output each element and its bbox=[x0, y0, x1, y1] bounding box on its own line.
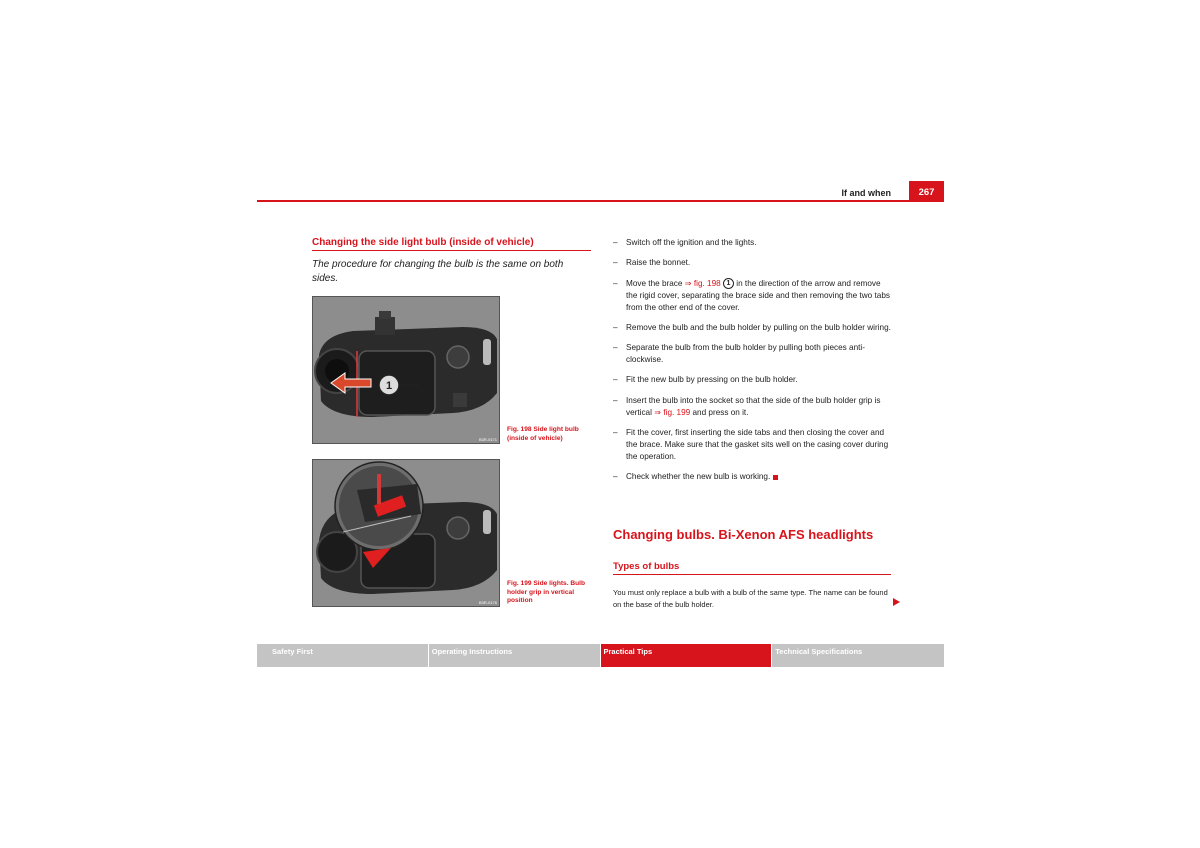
figure-199-code: B3R-0176 bbox=[478, 600, 497, 605]
tab-operating-instructions[interactable]: Operating Instructions bbox=[429, 644, 601, 667]
intro-text: The procedure for changing the bulb is the same on both sides. bbox=[312, 259, 564, 284]
tab-practical-tips[interactable]: Practical Tips bbox=[601, 644, 773, 667]
step-item: – Fit the new bulb by pressing on the bulb holder. bbox=[613, 375, 798, 385]
chapter-title: If and when bbox=[841, 188, 891, 198]
body-text: You must only replace a bulb with a bulb of the same type. The name can be found on the base of the bulb holder. bbox=[613, 588, 888, 609]
section-end-icon bbox=[773, 475, 778, 480]
figure-199-link[interactable]: ⇒ fig. 199 bbox=[654, 407, 691, 417]
page-number: 267 bbox=[909, 181, 944, 201]
step-item: – Check whether the new bulb is working. bbox=[613, 471, 893, 483]
figure-198-image bbox=[312, 296, 500, 444]
figure-198-link[interactable]: ⇒ fig. 198 bbox=[684, 278, 721, 288]
procedure-steps bbox=[613, 237, 893, 492]
callout-1-icon: 1 bbox=[723, 278, 734, 289]
step-item: – Insert the bulb into the socket so that the side of the bulb holder grip is vertical ⇒ fig. 199 and press on it. bbox=[613, 395, 881, 417]
step-item: – Separate the bulb from the bulb holder by pulling both pieces anti-clockwise. bbox=[613, 343, 865, 365]
footer-nav bbox=[257, 644, 944, 667]
step-item: – Fit the cover, first inserting the side tabs and then closing the cover and the brace. Make sure that the gasket sits well on the casing cover during the operation. bbox=[613, 428, 889, 462]
tab-safety-first[interactable]: Safety First bbox=[257, 644, 429, 667]
figure-199-image bbox=[312, 459, 500, 607]
header-rule bbox=[257, 200, 944, 202]
main-heading: Changing bulbs. Bi-Xenon AFS headlights bbox=[613, 527, 874, 542]
figure-198-code: B3R-0171 bbox=[478, 437, 497, 442]
section-heading: Changing the side light bulb (inside of vehicle) bbox=[312, 237, 591, 251]
step-item: – Raise the bonnet. bbox=[613, 258, 691, 268]
step-item: – Move the brace ⇒ fig. 198 1 in the direction of the arrow and remove the rigid cover, separating the brace side and then removing the two tabs from the other end of the cover. bbox=[613, 278, 890, 312]
figure-198-caption: Fig. 198 Side light bulb (inside of vehicle) bbox=[507, 426, 579, 442]
figure-199-caption: Fig. 199 Side lights. Bulb holder grip in vertical position bbox=[507, 580, 586, 604]
step-item: – Remove the bulb and the bulb holder by pulling on the bulb holder wiring. bbox=[613, 322, 891, 332]
continue-arrow-icon bbox=[893, 598, 900, 606]
step-item: – Switch off the ignition and the lights. bbox=[613, 238, 757, 247]
figure-198-callout: 1 bbox=[385, 380, 393, 392]
tab-technical-specifications[interactable]: Technical Specifications bbox=[772, 644, 944, 667]
sub-heading: Types of bulbs bbox=[613, 561, 891, 575]
